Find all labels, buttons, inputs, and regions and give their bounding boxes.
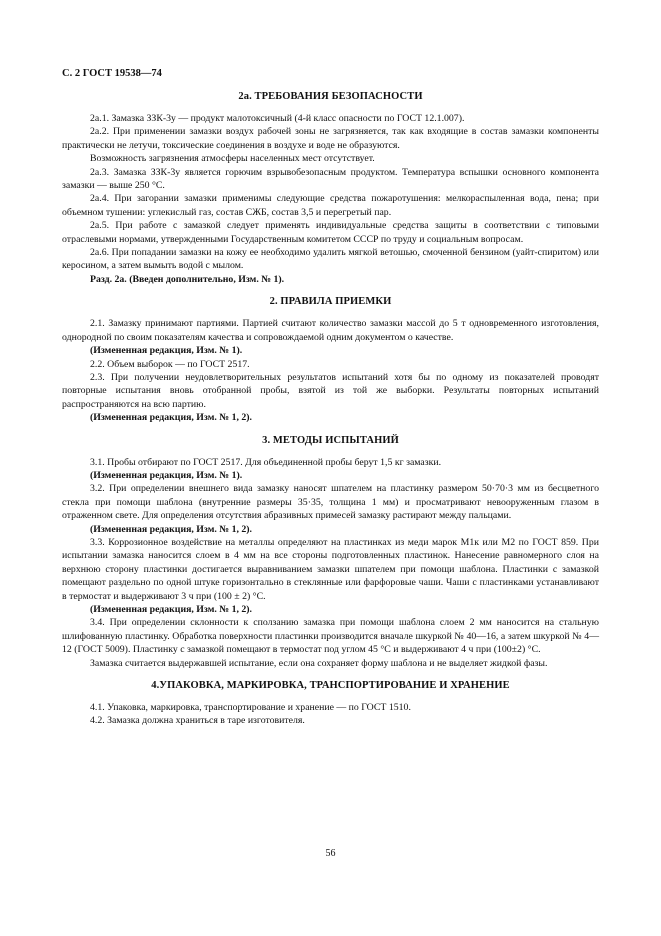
paragraph: 2.2. Объем выборок — по ГОСТ 2517. bbox=[90, 358, 250, 370]
section-acceptance bbox=[62, 296, 599, 424]
paragraph: 2а.3. Замазка ЗЗК-3у является горючим взрывобезопасным продуктом. Температура вспышки основного компонента замазки — выше 250 °С. bbox=[62, 166, 599, 192]
document-page bbox=[62, 68, 599, 738]
amendment-note: (Измененная редакция, Изм. № 1). bbox=[90, 469, 243, 481]
amendment-note: (Измененная редакция, Изм. № 1, 2). bbox=[90, 523, 252, 535]
paragraph: Замазка считается выдержавшей испытание, если она сохраняет форму шаблона и не выделяет жидкой фазы. bbox=[90, 657, 548, 669]
paragraph: 2а.6. При попадании замазки на кожу ее необходимо удалить мягкой ветошью, смоченной бензином (уайт-спиритом) или керосином, а затем вымыть водой с мылом. bbox=[62, 247, 599, 272]
paragraph: 4.1. Упаковка, маркировка, транспортирование и хранение — по ГОСТ 1510. bbox=[90, 702, 411, 714]
paragraph: 2а.4. При загорании замазки применимы следующие средства пожаротушения: мелкораспыленная вода, пена; при объемном тушении: углекислый газ, состав СЖБ, состав 3,5 и перегретый пар. bbox=[62, 193, 599, 218]
paragraph: 2а.2. При применении замазки воздух рабочей зоны не загрязняется, так как входящие в состав замазки компоненты практически не летучи, токсические соединения в воздухе и воде не образуются. bbox=[62, 126, 599, 151]
section-title: 3. МЕТОДЫ ИСПЫТАНИЙ bbox=[262, 434, 399, 446]
page-number: 56 bbox=[325, 848, 336, 859]
amendment-note: (Измененная редакция, Изм. № 1). bbox=[90, 345, 243, 357]
page-header: С. 2 ГОСТ 19538—74 bbox=[62, 68, 162, 79]
amendment-note: Разд. 2а. (Введен дополнительно, Изм. № 1). bbox=[90, 273, 285, 285]
paragraph: 3.2. При определении внешнего вида замазку наносят шпателем на пластинку размером 50·70·3 мм из бесцветного стекла при помощи шаблона (внутренние размеры 35·35, толщина 1 мм) и просматривают невооруженным глазом в отраженном свете. Для определения отсутствия абразивных примесей замазку растирают между пальцами. bbox=[62, 483, 599, 522]
amendment-note: (Измененная редакция, Изм. № 1, 2). bbox=[90, 412, 252, 424]
paragraph: 2.1. Замазку принимают партиями. Партией считают количество замазки массой до 5 т одновременного изготовления, однородной по своим показателям качества и сопровождаемой одним документом о качестве. bbox=[62, 318, 599, 343]
section-title: 2. ПРАВИЛА ПРИЕМКИ bbox=[269, 296, 392, 308]
paragraph: 3.1. Пробы отбирают по ГОСТ 2517. Для объединенной пробы берут 1,5 кг замазки. bbox=[90, 456, 442, 468]
paragraph: 2а.5. При работе с замазкой следует применять индивидуальные средства защиты в соответствии с типовыми отраслевыми нормами, утвержденными Государственным комитетом СССР по труду и социальным вопросам. bbox=[62, 220, 599, 245]
section-test-methods bbox=[62, 435, 599, 671]
section-safety bbox=[62, 91, 599, 286]
paragraph: Возможность загрязнения атмосферы населенных мест отсутствует. bbox=[90, 153, 375, 165]
section-packaging bbox=[62, 680, 599, 728]
paragraph: 4.2. Замазка должна храниться в таре изготовителя. bbox=[90, 715, 305, 727]
paragraph: 2.3. При получении неудовлетворительных результатов испытаний хотя бы по одному из показателей проводят повторные испытания вновь отобранной пробы, взятой из той же выборки. Результаты повторных испытаний распространяются на всю партию. bbox=[62, 371, 599, 410]
paragraph: 3.4. При определении склонности к сползанию замазка при помощи шаблона слоем 2 мм наносится на стальную шлифованную пластинку. Обработка поверхности пластинки производится вначале шкуркой № 40—16, а затем шкуркой № 4—12 (ГОСТ 5009). Пластинку с замазкой помещают в термостат под углом 45 °С и выдерживают 4 ч при (100±2) °С. bbox=[62, 617, 599, 656]
section-title: 2а. ТРЕБОВАНИЯ БЕЗОПАСНОСТИ bbox=[238, 91, 423, 102]
section-title: 4.УПАКОВКА, МАРКИРОВКА, ТРАНСПОРТИРОВАНИЕ И ХРАНЕНИЕ bbox=[151, 680, 510, 692]
amendment-note: (Измененная редакция, Изм. № 1, 2). bbox=[90, 604, 252, 615]
paragraph: 3.3. Коррозионное воздействие на металлы определяют на пластинках из меди марок М1к или М2 по ГОСТ 859. При испытании замазка наносится слоем в 4 мм на все стороны подготовленных пластинок. Нанесение равномерного слоя на верхнюю сторону пластинки достигается выравниванием замазки шпателем при помощи шаблона. Пластинки с замазкой помещают раздельно по одной штуке горизонтально в стеклянные или фарфоровые чаши. Чаши с пластинками устанавливают в термостат и выдерживают 3 ч при (100 ± 2) °С. bbox=[62, 536, 599, 602]
paragraph: 2а.1. Замазка ЗЗК-3у — продукт малотоксичный (4-й класс опасности по ГОСТ 12.1.007). bbox=[90, 113, 465, 124]
